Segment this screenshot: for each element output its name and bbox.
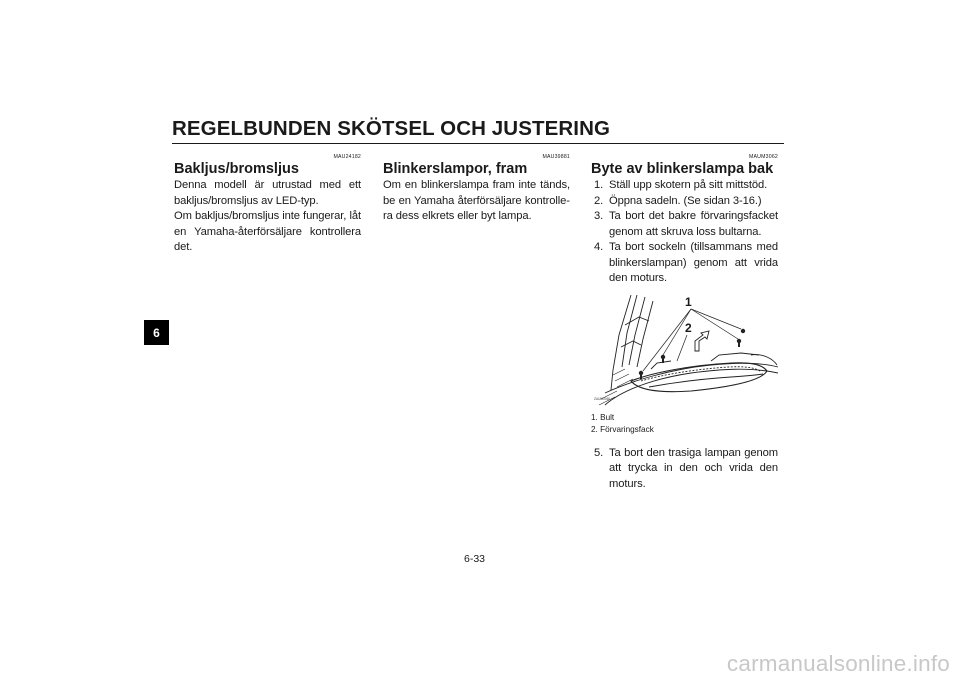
section-bakljus xyxy=(174,154,361,256)
page-number: 6-33 xyxy=(464,553,486,565)
section-heading: Blinkerslampor, fram xyxy=(383,161,528,177)
step-text: Ställ upp skotern på sitt mittstöd. xyxy=(609,179,768,191)
step-text: Ta bort sockeln (tillsammans med blinkerslampan) genom att vrida den moturs. xyxy=(609,241,778,284)
step-number: 4. xyxy=(594,241,604,253)
list-item xyxy=(591,240,778,287)
step-number: 5. xyxy=(594,446,604,459)
page-title: REGELBUNDEN SKÖTSEL OCH JUSTERING xyxy=(172,117,611,140)
legend-item: 2. Förvaringsfack xyxy=(591,424,654,434)
legend-item: 1. Bult xyxy=(591,412,615,422)
watermark: carmanualsonline.info xyxy=(726,651,950,676)
paragraph: Om bakljus/bromsljus inte fungerar, låt en Yamaha-återförsäljare kontrollera det. xyxy=(174,210,361,253)
step-text: Ta bort den trasiga lampan genom att trycka in den och vrida den moturs. xyxy=(609,446,778,490)
paragraph: Om en blinkerslampa fram inte tänds, be en Yamaha återförsäljare kontrollera dess elkrets eller byt lampa. xyxy=(383,179,570,222)
step-number: 2. xyxy=(594,194,604,207)
step-text: Öppna sadeln. (Se sidan 3-16.) xyxy=(609,194,762,207)
step-list xyxy=(591,178,778,287)
list-item xyxy=(591,446,778,493)
callout-1: 1 xyxy=(685,294,692,309)
list-item xyxy=(591,178,778,194)
chapter-tab: 6 xyxy=(144,320,169,345)
paragraph: Denna modell är utrustad med ett bakljus/bromsljus av LED-typ. xyxy=(174,179,361,207)
list-item xyxy=(591,209,778,240)
step-number: 1. xyxy=(594,179,604,191)
step-number: 3. xyxy=(594,210,604,222)
scooter-rear-illustration xyxy=(591,295,778,410)
step-list-continued xyxy=(591,446,778,493)
section-heading: Byte av blinkerslampa bak xyxy=(591,161,774,177)
callout-2: 2 xyxy=(685,320,692,335)
figure-code: ZAUM0060 xyxy=(594,396,611,401)
step-text: Ta bort det bakre förvaringsfacket genom att skruva loss bultarna. xyxy=(609,210,778,238)
section-code: MAUM3062 xyxy=(749,154,778,160)
figure-legend xyxy=(591,412,778,436)
list-item xyxy=(591,194,778,210)
section-code: MAU24182 xyxy=(333,154,361,160)
section-heading: Bakljus/bromsljus xyxy=(174,161,299,177)
scooter-storage-figure xyxy=(591,295,778,410)
section-blinkers-fram xyxy=(383,154,570,225)
section-blinkers-bak xyxy=(591,154,778,492)
section-code: MAU39881 xyxy=(542,154,570,160)
title-rule xyxy=(172,143,784,144)
